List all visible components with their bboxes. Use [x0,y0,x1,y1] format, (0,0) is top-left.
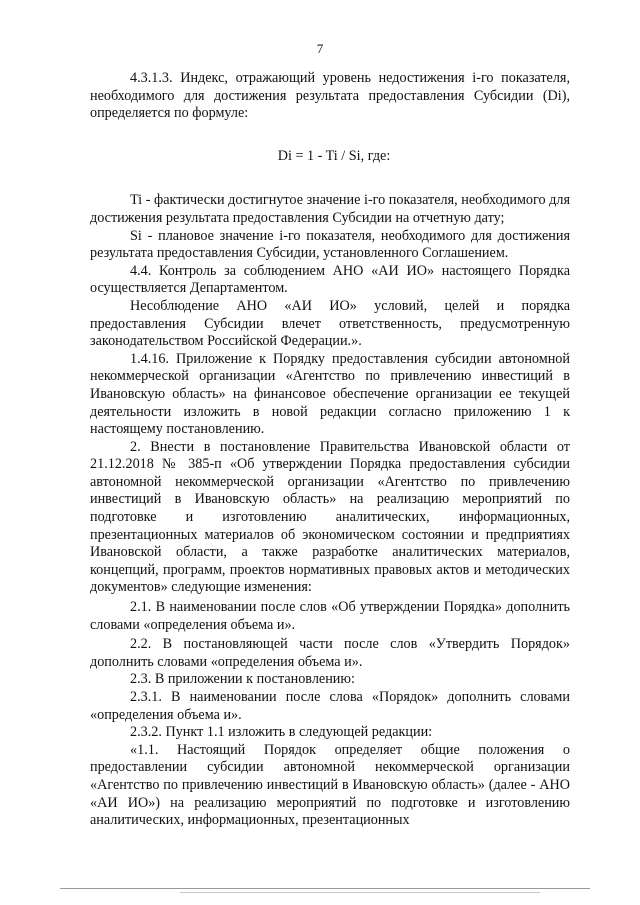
paragraph-2-3: 2.3. В приложении к постановлению: [130,671,355,688]
scan-edge-line [60,888,590,889]
paragraph-noncompliance: Несоблюдение АНО «АИ ИО» условий, целей и порядка предоставления Субсидии влечет ответственность, предусмотренную законодательством Российской Федерации.». [90,297,570,350]
scan-edge-line-secondary [180,892,540,893]
paragraph-1-4-16: 1.4.16. Приложение к Порядку предоставления субсидии автономной некоммерческой организации «Агентство по привлечению инвестиций в Ивановскую область» на финансовое обеспечение организации ее текущей деятельности изложить в новой редакции согласно приложению 1 к настоящему постановлению. [90,350,570,438]
paragraph-2-2: 2.2. В постановляющей части после слов «Утвердить Порядок» дополнить словами «определения объема и». [90,636,570,670]
paragraph-4-4: 4.4. Контроль за соблюдением АНО «АИ ИО» настоящего Порядка осуществляется Департаментом. [90,262,570,297]
paragraph-ti-definition: Ti - фактически достигнутое значение i-го показателя, необходимого для достижения результата предоставления Субсидии на отчетную дату; [90,192,570,226]
paragraph-2-1: 2.1. В наименовании после слов «Об утверждении Порядка» дополнить словами «определения объема и». [90,599,570,633]
document-body [90,70,570,830]
paragraph-1-1-quote: «1.1. Настоящий Порядок определяет общие положения о предоставлении субсидии автономной некоммерческой организации «Агентство по привлечению инвестиций в Ивановскую область» (далее - АНО «АИ ИО») на реализацию мероприятий по подготовке и изготовлению аналитических, информационных, презентационных [90,741,570,829]
formula: Di = 1 - Ti / Si, где: [277,147,391,164]
paragraph-4-3-1-3: 4.3.1.3. Индекс, отражающий уровень недостижения i-го показателя, необходимого для достижения результата предоставления Субсидии (Di), определяется по формуле: [90,70,570,122]
paragraph-2-3-1: 2.3.1. В наименовании после слова «Порядок» дополнить словами «определения объема и». [90,689,570,723]
paragraph-2-3-2: 2.3.2. Пункт 1.1 изложить в следующей редакции: [130,724,433,741]
paragraph-si-definition: Si - плановое значение i-го показателя, необходимого для достижения результата предоставления Субсидии, установленного Соглашением. [90,227,570,262]
page-number: 7 [316,41,324,56]
paragraph-2: 2. Внести в постановление Правительства Ивановской области от 21.12.2018 № 385-п «Об утверждении Порядка предоставления субсидии автономной некоммерческой организации «Агентство по привлечению инвестиций в Ивановскую область» на реализацию мероприятий по подготовке и изготовлению аналитических, информационных, презентационных материалов об экономическом состоянии и предприятиях Ивановской области, а также разработке аналитических материалов, концепций, программ, проектов нормативных правовых актов и методических документов» следующие изменения: [90,438,570,596]
